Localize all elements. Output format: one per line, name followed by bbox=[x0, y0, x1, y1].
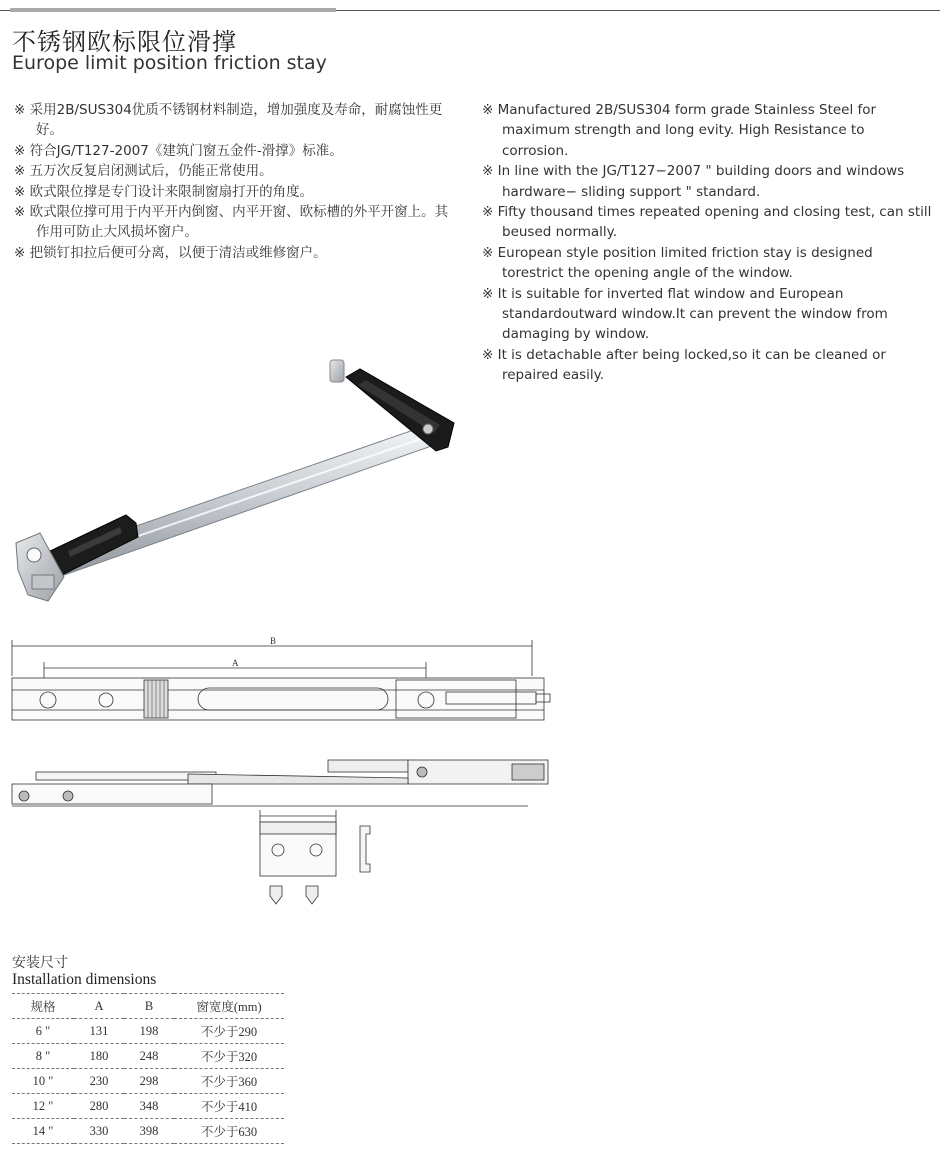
feature-item: ※ European style position limited friction stay is designed torestrict the opening angle of the window. bbox=[482, 244, 873, 282]
dimension-label-b: B bbox=[270, 636, 277, 646]
top-rule-accent bbox=[10, 8, 336, 12]
table-cell: 280 bbox=[74, 1094, 124, 1119]
table-row bbox=[12, 1119, 284, 1144]
table-cell: 131 bbox=[74, 1019, 124, 1044]
table-cell: 298 bbox=[124, 1069, 174, 1094]
table-cell: 198 bbox=[124, 1019, 174, 1044]
dimensions-title-chinese: 安装尺寸 bbox=[12, 955, 68, 971]
table-cell: 6 " bbox=[12, 1019, 74, 1044]
table-cell: 248 bbox=[124, 1044, 174, 1069]
feature-item: ※ It is detachable after being locked,so it can be cleaned or repaired easily. bbox=[482, 346, 886, 384]
feature-item: ※ 把锁钉扣拉后便可分离，以便于清洁或维修窗户。 bbox=[14, 244, 327, 261]
feature-item: ※ Fifty thousand times repeated opening and closing test, can still beused normally. bbox=[482, 204, 932, 241]
feature-item: ※ 五万次反复启闭测试后，仍能正常使用。 bbox=[14, 163, 273, 180]
table-cell: 不少于360 bbox=[174, 1069, 284, 1094]
feature-item: ※ In line with the JG/T127−2007 " building doors and windows hardware− sliding support " standard. bbox=[482, 163, 905, 200]
feature-item: ※ 欧式限位撑可用于内平开内倒窗、内平开窗、欧标槽的外平开窗上。其作用可防止大风损坏窗户。 bbox=[14, 204, 449, 241]
column-header: 规格 bbox=[12, 994, 74, 1019]
table-cell: 不少于290 bbox=[174, 1019, 284, 1044]
feature-item: ※ 采用2B/SUS304优质不锈钢材料制造，增加强度及寿命，耐腐蚀性更好。 bbox=[14, 102, 443, 139]
table-row bbox=[12, 1044, 284, 1069]
table-row bbox=[12, 1019, 284, 1044]
technical-drawing bbox=[8, 630, 568, 920]
feature-item: ※ It is suitable for inverted flat window and European standardoutward window.It can prevent the window from damaging by window. bbox=[482, 285, 888, 343]
table-cell: 180 bbox=[74, 1044, 124, 1069]
feature-list-english bbox=[482, 100, 934, 386]
feature-item: ※ 欧式限位撑是专门设计来限制窗扇打开的角度。 bbox=[14, 183, 314, 200]
title-english: Europe limit position friction stay bbox=[12, 52, 327, 74]
table-cell: 10 " bbox=[12, 1069, 74, 1094]
table-cell: 348 bbox=[124, 1094, 174, 1119]
table-cell: 12 " bbox=[12, 1094, 74, 1119]
feature-item: ※ 符合JG/T127-2007《建筑门窗五金件-滑撑》标准。 bbox=[14, 142, 343, 159]
table-cell: 14 " bbox=[12, 1119, 74, 1144]
product-photo bbox=[8, 355, 478, 610]
dimension-label-a: A bbox=[232, 658, 239, 668]
dimensions-table bbox=[12, 993, 284, 1144]
dimensions-title-english: Installation dimensions bbox=[12, 971, 157, 988]
feature-list-chinese bbox=[14, 100, 454, 263]
table-cell: 230 bbox=[74, 1069, 124, 1094]
column-header: A bbox=[74, 994, 124, 1019]
feature-item: ※ Manufactured 2B/SUS304 form grade Stainless Steel for maximum strength and long evity. High Resistance to corrosion. bbox=[482, 102, 877, 159]
table-row bbox=[12, 1094, 284, 1119]
table-cell: 330 bbox=[74, 1119, 124, 1144]
title-chinese: 不锈钢欧标限位滑撑 bbox=[12, 28, 237, 56]
table-cell: 不少于320 bbox=[174, 1044, 284, 1069]
table-cell: 不少于630 bbox=[174, 1119, 284, 1144]
table-cell: 398 bbox=[124, 1119, 174, 1144]
table-header-row bbox=[12, 994, 284, 1019]
table-row bbox=[12, 1069, 284, 1094]
column-header: 窗宽度(mm) bbox=[174, 994, 284, 1019]
column-header: B bbox=[124, 994, 174, 1019]
table-cell: 不少于410 bbox=[174, 1094, 284, 1119]
table-cell: 8 " bbox=[12, 1044, 74, 1069]
